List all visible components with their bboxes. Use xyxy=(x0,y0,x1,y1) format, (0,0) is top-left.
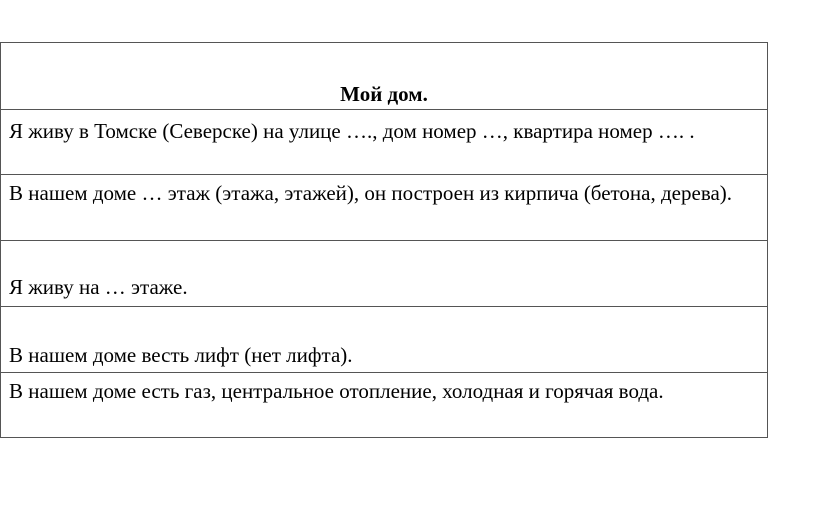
table-row xyxy=(1,307,767,373)
table-title-row xyxy=(1,43,767,110)
document-table xyxy=(0,42,768,438)
table-title: Мой дом. xyxy=(340,82,428,106)
table-row xyxy=(1,175,767,241)
row-text: В нашем доме весть лифт (нет лифта). xyxy=(9,343,353,367)
table-row xyxy=(1,110,767,175)
row-text: В нашем доме есть газ, центральное отопление, холодная и горячая вода. xyxy=(9,379,664,403)
table-row xyxy=(1,373,767,437)
row-text: В нашем доме … этаж (этажа, этажей), он построен из кирпича (бетона, дерева). xyxy=(9,181,733,205)
row-text: Я живу на … этаже. xyxy=(9,275,188,299)
table-row xyxy=(1,241,767,307)
row-text: Я живу в Томске (Северске) на улице …., дом номер …, квартира номер …. . xyxy=(9,119,695,143)
